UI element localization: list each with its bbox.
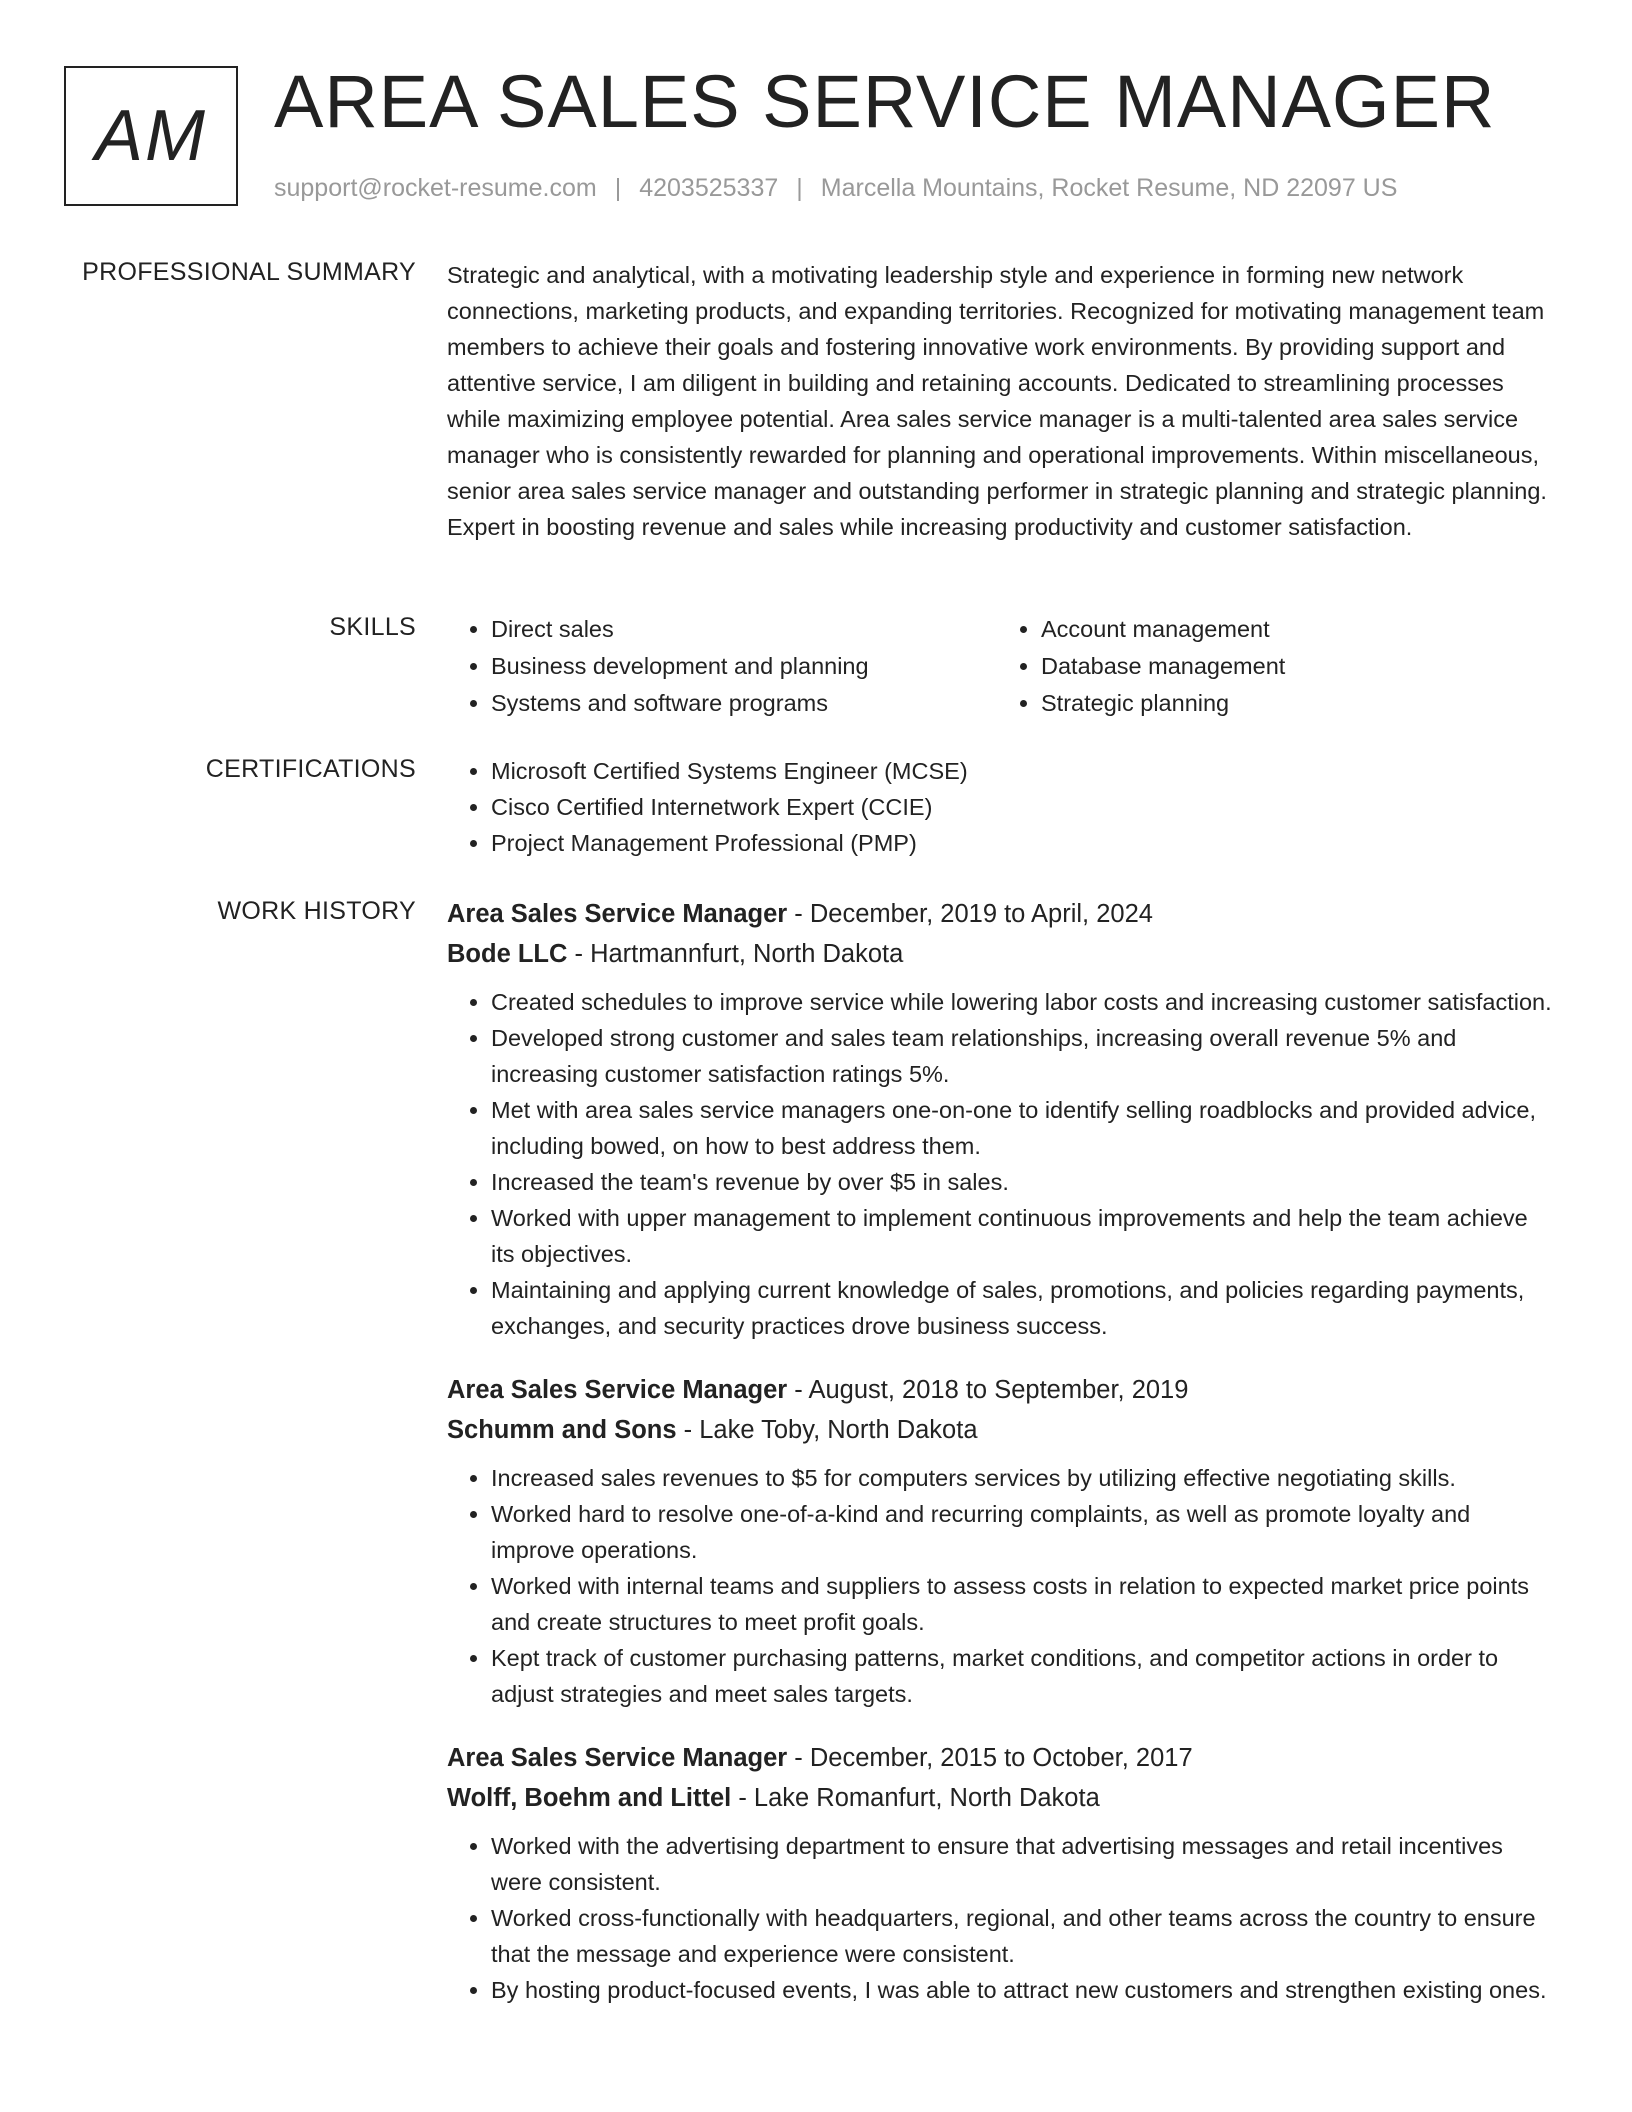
- job-bullet: • Worked with upper management to implement continuous improvements and help the team achieve its objectives.: [491, 1200, 1557, 1272]
- job-bullet: • Increased sales revenues to $5 for computers services by utilizing effective negotiating skills.: [491, 1460, 1557, 1496]
- section-label-skills: SKILLS: [329, 613, 416, 641]
- job-bullets: [447, 1828, 1557, 2008]
- job-bullet: • Maintaining and applying current knowledge of sales, promotions, and policies regarding payments, exchanges, and security practices drove business success.: [491, 1272, 1557, 1344]
- contact-email[interactable]: support@rocket-resume.com: [274, 174, 597, 202]
- job-title: Area Sales Service Manager: [447, 1744, 788, 1772]
- certification-item: • Cisco Certified Internetwork Expert (CCIE): [491, 789, 1557, 825]
- job-location: - Lake Romanfurt, North Dakota: [731, 1784, 1100, 1812]
- job-bullet: • Worked with the advertising department to ensure that advertising messages and retail incentives were consistent.: [491, 1828, 1557, 1900]
- job-bullet: • Developed strong customer and sales team relationships, increasing overall revenue 5% and increasing customer satisfaction ratings 5%.: [491, 1020, 1557, 1092]
- job-dates: - December, 2015 to October, 2017: [787, 1744, 1193, 1772]
- job-entry: [447, 1738, 1557, 2008]
- section-label-work-history: WORK HISTORY: [217, 897, 416, 925]
- contact-address: Marcella Mountains, Rocket Resume, ND 22097 US: [820, 174, 1398, 202]
- job-bullet: • Kept track of customer purchasing patterns, market conditions, and competitor actions in order to adjust strategies and meet sales targets.: [491, 1640, 1557, 1712]
- job-company: Bode LLC: [447, 940, 568, 968]
- certification-item: • Project Management Professional (PMP): [491, 825, 1557, 861]
- section-label-certifications: CERTIFICATIONS: [205, 755, 416, 783]
- contact-separator: |: [796, 174, 803, 202]
- skills-list-right: [997, 611, 1547, 722]
- job-company: Schumm and Sons: [447, 1416, 677, 1444]
- job-dates: - December, 2019 to April, 2024: [787, 900, 1153, 928]
- resume-title: AREA SALES SERVICE MANAGER: [274, 60, 1496, 143]
- skill-item: • Account management: [1041, 611, 1547, 648]
- skill-item: • Business development and planning: [491, 648, 997, 685]
- job-location: - Hartmannfurt, North Dakota: [567, 940, 904, 968]
- job-entry: [447, 894, 1557, 1344]
- contact-line: [274, 174, 1397, 203]
- job-dates: - August, 2018 to September, 2019: [787, 1376, 1189, 1404]
- monogram-logo: AM: [64, 66, 238, 206]
- job-title: Area Sales Service Manager: [447, 1376, 788, 1404]
- job-bullet: • By hosting product-focused events, I was able to attract new customers and strengthen existing ones.: [491, 1972, 1557, 2008]
- job-title: Area Sales Service Manager: [447, 900, 788, 928]
- job-location: - Lake Toby, North Dakota: [676, 1416, 978, 1444]
- job-bullet: • Created schedules to improve service while lowering labor costs and increasing customer satisfaction.: [491, 984, 1557, 1020]
- certifications-list: [447, 753, 1557, 861]
- job-company: Wolff, Boehm and Littel: [447, 1784, 732, 1812]
- job-bullet: • Worked cross-functionally with headquarters, regional, and other teams across the country to ensure that the message and experience were consistent.: [491, 1900, 1557, 1972]
- skills-list-left: [447, 611, 997, 722]
- contact-separator: |: [614, 174, 622, 202]
- job-bullet: • Worked with internal teams and suppliers to assess costs in relation to expected market price points and create structures to meet profit goals.: [491, 1568, 1557, 1640]
- summary-text: Strategic and analytical, with a motivating leadership style and experience in forming new network connections, marketing products, and expanding territories. Recognized for motivating management team members to achieve their goals and fostering innovative work environments. By providing support and attentive service, I am diligent in building and retaining accounts. Dedicated to streamlining processes while maximizing employee potential. Area sales service manager is a multi-talented area sales service manager who is consistently rewarded for planning and operational improvements. Within miscellaneous, senior area sales service manager and outstanding performer in strategic planning and strategic planning. Expert in boosting revenue and sales while increasing productivity and customer satisfaction.: [447, 262, 1547, 540]
- job-bullets: [447, 984, 1557, 1344]
- job-bullet: • Met with area sales service managers one-on-one to identify selling roadblocks and provided advice, including bowed, on how to best address them.: [491, 1092, 1557, 1164]
- job-bullet: • Increased the team's revenue by over $5 in sales.: [491, 1164, 1557, 1200]
- certification-item: • Microsoft Certified Systems Engineer (MCSE): [491, 753, 1557, 789]
- skill-item: • Systems and software programs: [491, 685, 997, 722]
- job-bullets: [447, 1460, 1557, 1712]
- skill-item: • Database management: [1041, 648, 1547, 685]
- section-label-summary: PROFESSIONAL SUMMARY: [82, 258, 416, 286]
- job-bullet: • Worked hard to resolve one-of-a-kind and recurring complaints, as well as promote loyalty and improve operations.: [491, 1496, 1557, 1568]
- job-entry: [447, 1370, 1557, 1712]
- contact-phone: 4203525337: [639, 174, 779, 202]
- skill-item: • Direct sales: [491, 611, 997, 648]
- skill-item: • Strategic planning: [1041, 685, 1547, 722]
